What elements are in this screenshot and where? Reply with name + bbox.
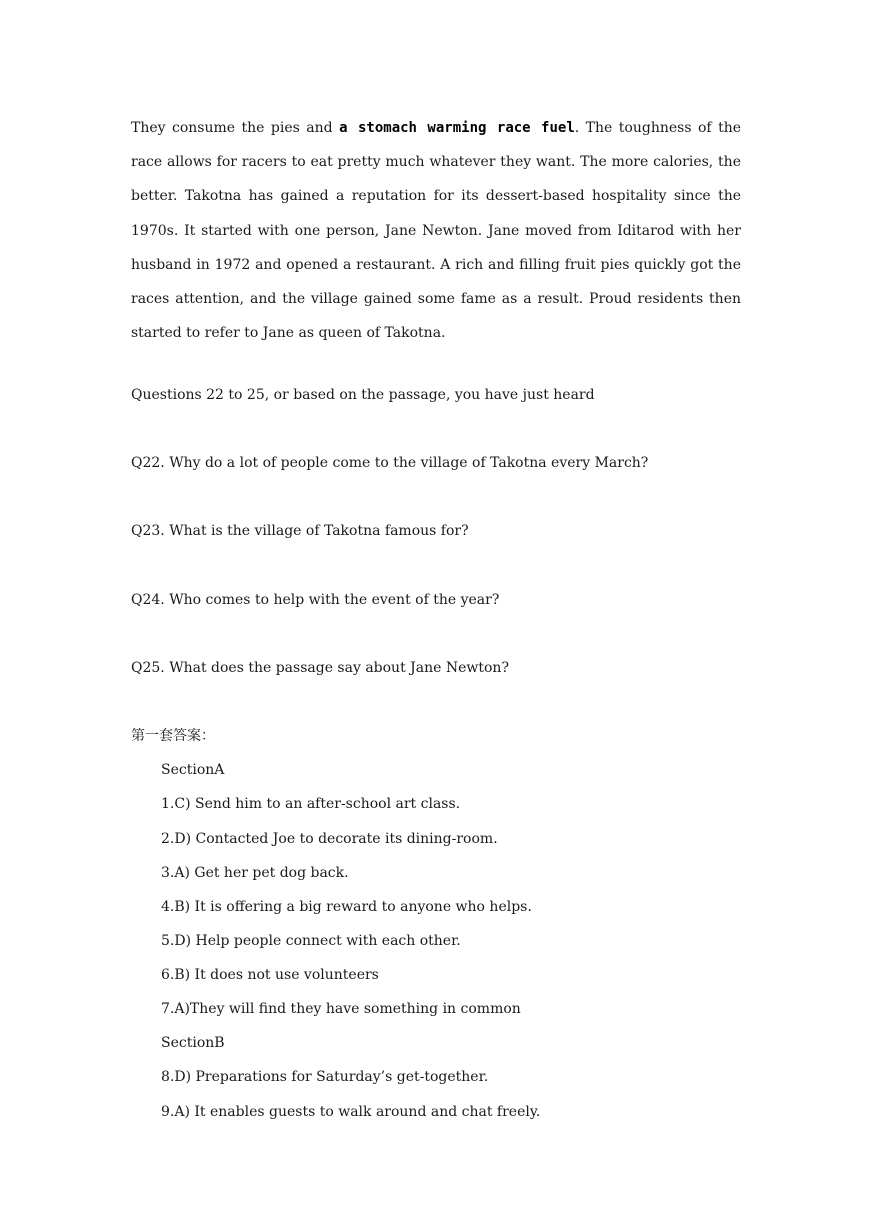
question-23: Q23. What is the village of Takotna famous for? xyxy=(131,523,469,539)
answer-7: 7.A)They will find they have something in common xyxy=(161,1001,521,1017)
section-b-label: SectionB xyxy=(161,1035,225,1051)
passage-text-start: They consume the pies and xyxy=(131,120,340,136)
question-24: Q24. Who comes to help with the event of the year? xyxy=(131,592,500,608)
answer-4: 4.B) It is offering a big reward to anyone who helps. xyxy=(161,899,532,915)
passage-paragraph xyxy=(131,111,741,350)
question-25: Q25. What does the passage say about Jane Newton? xyxy=(131,660,509,676)
answer-8: 8.D) Preparations for Saturday’s get-together. xyxy=(161,1069,489,1085)
answers-heading: 第一套答案： xyxy=(131,728,215,744)
question-22: Q22. Why do a lot of people come to the village of Takotna every March? xyxy=(131,455,649,471)
questions-intro: Questions 22 to 25, or based on the passage, you have just heard xyxy=(131,387,595,403)
answer-9: 9.A) It enables guests to walk around and chat freely. xyxy=(161,1104,541,1120)
passage-text-rest: . The toughness of the race allows for racers to eat pretty much whatever they want. The more calories, the better. Takotna has gained a reputation for its dessert-based hospitality since the 1970s. It started with one person, Jane Newton. Jane moved from Iditarod with her husband in 1972 and opened a restaurant. A rich and filling fruit pies quickly got the races attention, and the village gained some fame as a result. Proud residents then started to refer to Jane as queen of Takotna. xyxy=(131,120,741,342)
passage-bold-phrase: a stomach warming race fuel xyxy=(339,120,575,136)
answer-2: 2.D) Contacted Joe to decorate its dining-room. xyxy=(161,831,498,847)
section-a-label: SectionA xyxy=(161,762,225,778)
answer-3: 3.A) Get her pet dog back. xyxy=(161,865,349,881)
answer-1: 1.C) Send him to an after-school art class. xyxy=(161,796,461,812)
answer-6: 6.B) It does not use volunteers xyxy=(161,967,379,983)
answer-5: 5.D) Help people connect with each other. xyxy=(161,933,461,949)
